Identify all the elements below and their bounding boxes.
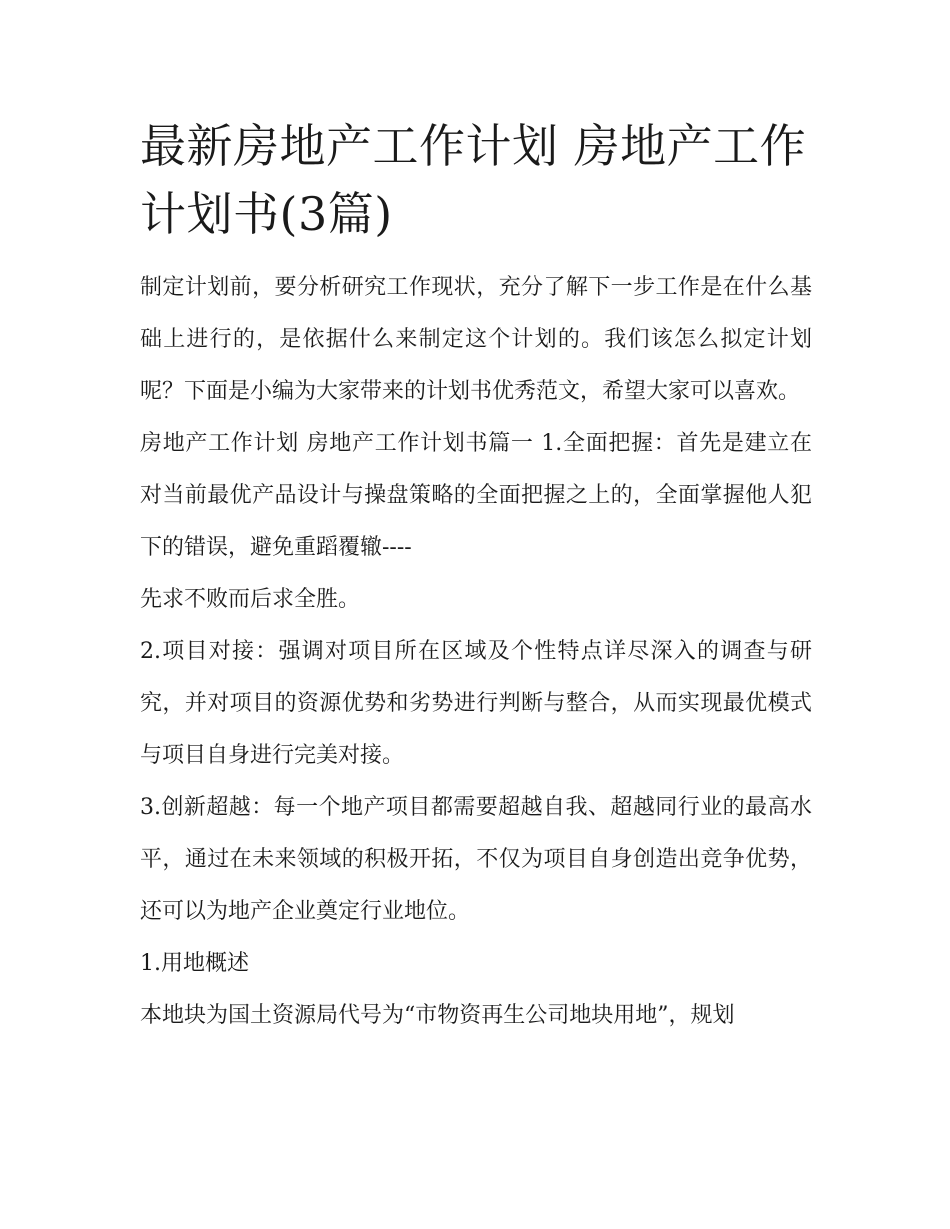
document-body (140, 112, 812, 1042)
project-docking-paragraph: 2.项目对接：强调对项目所在区域及个性特点详尽深入的调查与研究，并对项目的资源优势和劣势进行判断与整合，从而实现最优模式与项目自身进行完美对接。 (140, 639, 812, 768)
document-title: 最新房地产工作计划 房地产工作计划书(3篇) (140, 119, 807, 241)
land-description-paragraph: 本地块为国土资源局代号为“市物资再生公司地块用地”，规划 (140, 1003, 735, 1028)
intro-paragraph: 制定计划前，要分析研究工作现状，充分了解下一步工作是在什么基础上进行的，是依据什么来制定这个计划的。我们该怎么拟定计划呢？下面是小编为大家带来的计划书优秀范文，希望大家可以喜欢。 (140, 275, 812, 404)
section-one-paragraph: 房地产工作计划 房地产工作计划书篇一 1.全面把握：首先是建立在对当前最优产品设计与操盘策略的全面把握之上的，全面掌握他人犯下的错误，避免重蹈覆辙---- (140, 431, 812, 560)
continuation-paragraph: 先求不败而后求全胜。 (140, 587, 361, 612)
land-overview-heading: 1.用地概述 (140, 951, 249, 976)
innovation-paragraph: 3.创新超越：每一个地产项目都需要超越自我、超越同行业的最高水平，通过在未来领域的积极开拓，不仅为项目自身创造出竞争优势，还可以为地产企业奠定行业地位。 (140, 795, 812, 924)
